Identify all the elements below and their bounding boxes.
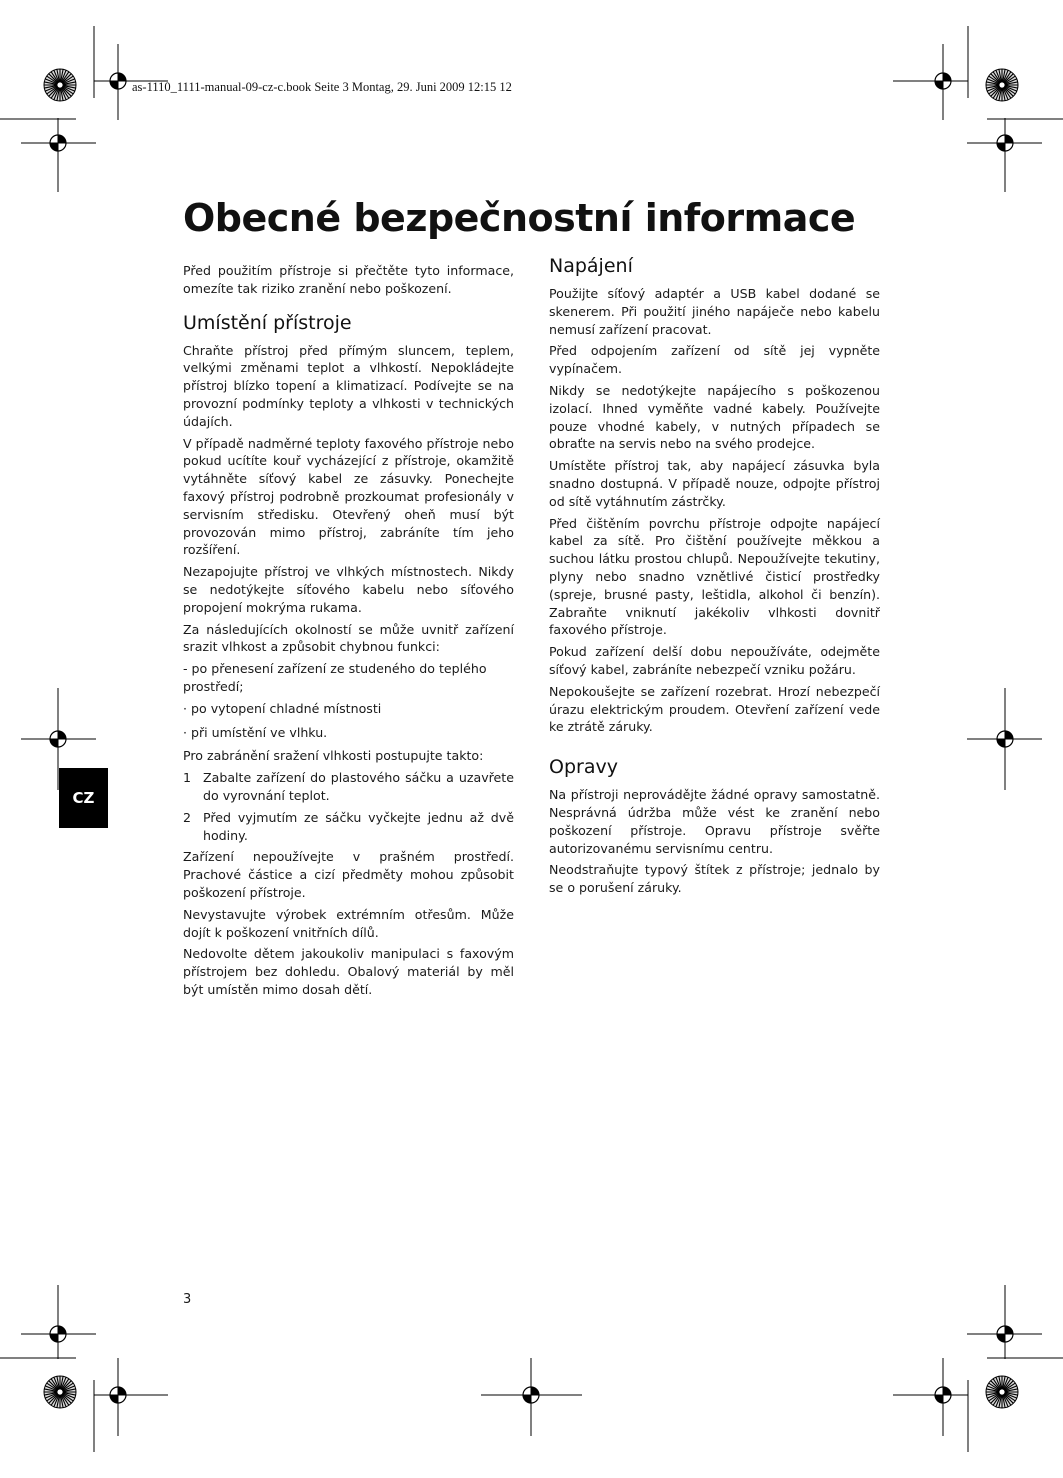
list-item — [183, 809, 514, 845]
left-column — [183, 262, 514, 1003]
bullet-item: · po vytopení chladné místnosti — [183, 700, 382, 716]
language-tab: CZ — [59, 768, 108, 828]
bullet-item: · při umístění ve vlhku. — [183, 724, 328, 740]
paragraph: Pokud zařízení delší dobu nepoužíváte, odejměte síťový kabel, zabráníte nebezpečí vzniku požáru. — [549, 644, 880, 677]
numbered-list — [183, 769, 514, 844]
paragraph: Neodstraňujte typový štítek z přístroje; jednalo by se o porušení záruky. — [549, 862, 880, 896]
right-column — [549, 254, 880, 901]
page-title: Obecné bezpečnostní informace — [183, 196, 856, 240]
list-number: 1 — [183, 770, 192, 786]
paragraph: Nezapojujte přístroj ve vlhkých místnostech. Nikdy se nedotýkejte síťového kabelu nebo síťového propojení mokrýma rukama. — [183, 564, 514, 615]
paragraph: Za následujících okolností se může uvnitř zařízení srazit vlhkost a způsobit chybnou funkci: — [183, 621, 514, 655]
section-heading-power: Napájení — [549, 255, 633, 277]
list-number: 2 — [183, 809, 192, 825]
section-heading-repairs: Opravy — [549, 756, 618, 779]
list-text: Před vyjmutím ze sáčku vyčkejte jednu až dvě hodiny. — [203, 809, 514, 843]
page-number: 3 — [183, 1292, 192, 1307]
dash-item: - po přenesení zařízení ze studeného do teplého prostředí; — [183, 661, 487, 694]
list-text: Zabalte zařízení do plastového sáčku a uzavřete do vyrovnání teplot. — [203, 770, 514, 803]
print-header: as-1110_1111-manual-09-cz-c.book Seite 3 Montag, 29. Juni 2009 12:15 12 — [132, 80, 512, 94]
paragraph: Na přístroji neprovádějte žádné opravy samostatně. Nesprávná údržba může vést ke zranění nebo poškození přístroje. Opravu přístroje svěřte autorizovanému servisnímu centru. — [549, 787, 880, 856]
paragraph: Nikdy se nedotýkejte napájecího s poškozenou izolací. Ihned vyměňte vadné kabely. Používejte pouze vhodné kabely, v nutných případech se obraťte na servis nebo na svého prodejce. — [549, 382, 880, 452]
paragraph: V případě nadměrné teploty faxového přístroje nebo pokud ucítíte kouř vycházející z přístroje, okamžitě vytáhněte síťový kabel ze zásuvky. Ponechejte faxový přístroj podrobně prozkoumat profesionály v servisním středisku. Otevřený oheň musí být provozován mimo přístroj, zabráníte tím jeho rozšíření. — [183, 435, 514, 558]
paragraph: Před čištěním povrchu přístroje odpojte napájecí kabel za sítě. Pro čištění používejte měkkou a suchou látku prostou chlupů. Nepoužívejte tekutiny, plyny nebo snadno vznětlivé čisticí prostředky (spreje, brusné pasty, leštidla, alkohol či benzín). Zabraňte vniknutí jakékoliv vlhkosti dovnitř faxového přístroje. — [549, 515, 880, 638]
paragraph: Chraňte přístroj před přímým sluncem, teplem, velkými změnami teplot a vlhkostí. Nepokládejte přístroj blízko topení a klimatizací. Podívejte se na provozní podmínky teploty a vlhkosti v technických údajích. — [183, 342, 514, 429]
paragraph: Pro zabránění sražení vlhkosti postupujte takto: — [183, 748, 484, 764]
paragraph: Nevystavujte výrobek extrémním otřesům. Může dojít k poškození vnitřních dílů. — [183, 906, 514, 940]
paragraph: Použijte síťový adaptér a USB kabel dodané se skenerem. Při použití jiného napáječe nebo kabelu nemusí zařízení pracovat. — [549, 286, 880, 337]
paragraph: Umístěte přístroj tak, aby napájecí zásuvka byla snadno dostupná. V případě nouze, odpojte přístroj od sítě vytáhnutím zástrčky. — [549, 458, 880, 509]
list-item — [183, 769, 514, 805]
paragraph: Nedovolte dětem jakoukoliv manipulaci s faxovým přístrojem bez dohledu. Obalový materiál by měl být umístěn mimo dosah dětí. — [183, 946, 514, 997]
intro-paragraph: Před použitím přístroje si přečtěte tyto informace, omezíte tak riziko zranění nebo poškození. — [183, 263, 514, 296]
paragraph: Nepokoušejte se zařízení rozebrat. Hrozí nebezpečí úrazu elektrickým proudem. Otevření zařízení vede ke ztrátě záruky. — [549, 683, 880, 735]
paragraph: Před odpojením zařízení od sítě jej vypněte vypínačem. — [549, 343, 880, 377]
section-heading-placement: Umístění přístroje — [183, 311, 352, 334]
paragraph: Zařízení nepoužívejte v prašném prostředí. Prachové částice a cizí předměty mohou způsobit poškození přístroje. — [183, 849, 514, 900]
